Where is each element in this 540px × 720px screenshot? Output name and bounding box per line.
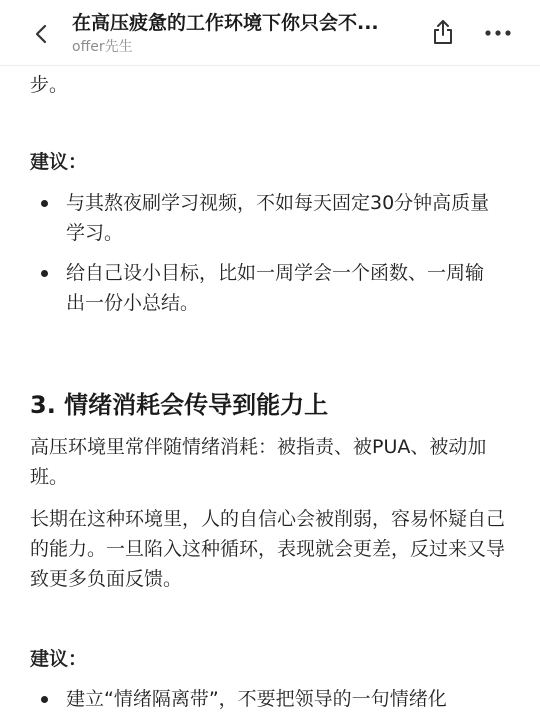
author-name[interactable]: offer先生 [72, 39, 133, 55]
article-body[interactable] [0, 66, 540, 720]
more-button[interactable] [482, 20, 514, 46]
suggestion-label: 建议： [30, 648, 88, 670]
paragraph-tail: 步。 [30, 74, 69, 96]
list-item-text: 建立“情绪隔离带”，不要把领导的一句情绪化 [66, 688, 447, 710]
bullet-dot [41, 696, 48, 703]
chevron-left-icon [32, 22, 52, 46]
top-bar [0, 0, 540, 66]
share-icon [431, 18, 455, 46]
title-block [72, 10, 412, 57]
paragraph: 高压环境里常伴随情绪消耗：被指责、被PUA、被动加班。 [30, 436, 487, 488]
paragraph: 长期在这种环境里，人的自信心会被削弱，容易怀疑自己的能力。一旦陷入这种循环，表现就会更差，反过来又导致更多负面反馈。 [30, 508, 506, 590]
list-item-text: 给自己设小目标，比如一周学会一个函数、一周输出一份小总结。 [66, 262, 485, 314]
list-item-text: 与其熬夜刷学习视频，不如每天固定30分钟高质量学习。 [66, 192, 490, 244]
back-button[interactable] [26, 18, 58, 50]
suggestion-label: 建议： [30, 151, 88, 173]
bullet-dot [41, 270, 48, 277]
more-dots-icon [484, 29, 512, 37]
share-button[interactable] [428, 17, 458, 47]
article-title: 在高压疲惫的工作环境下你只会不... [72, 12, 379, 34]
section-heading: 3. 情绪消耗会传导到能力上 [30, 391, 329, 419]
bullet-dot [41, 200, 48, 207]
